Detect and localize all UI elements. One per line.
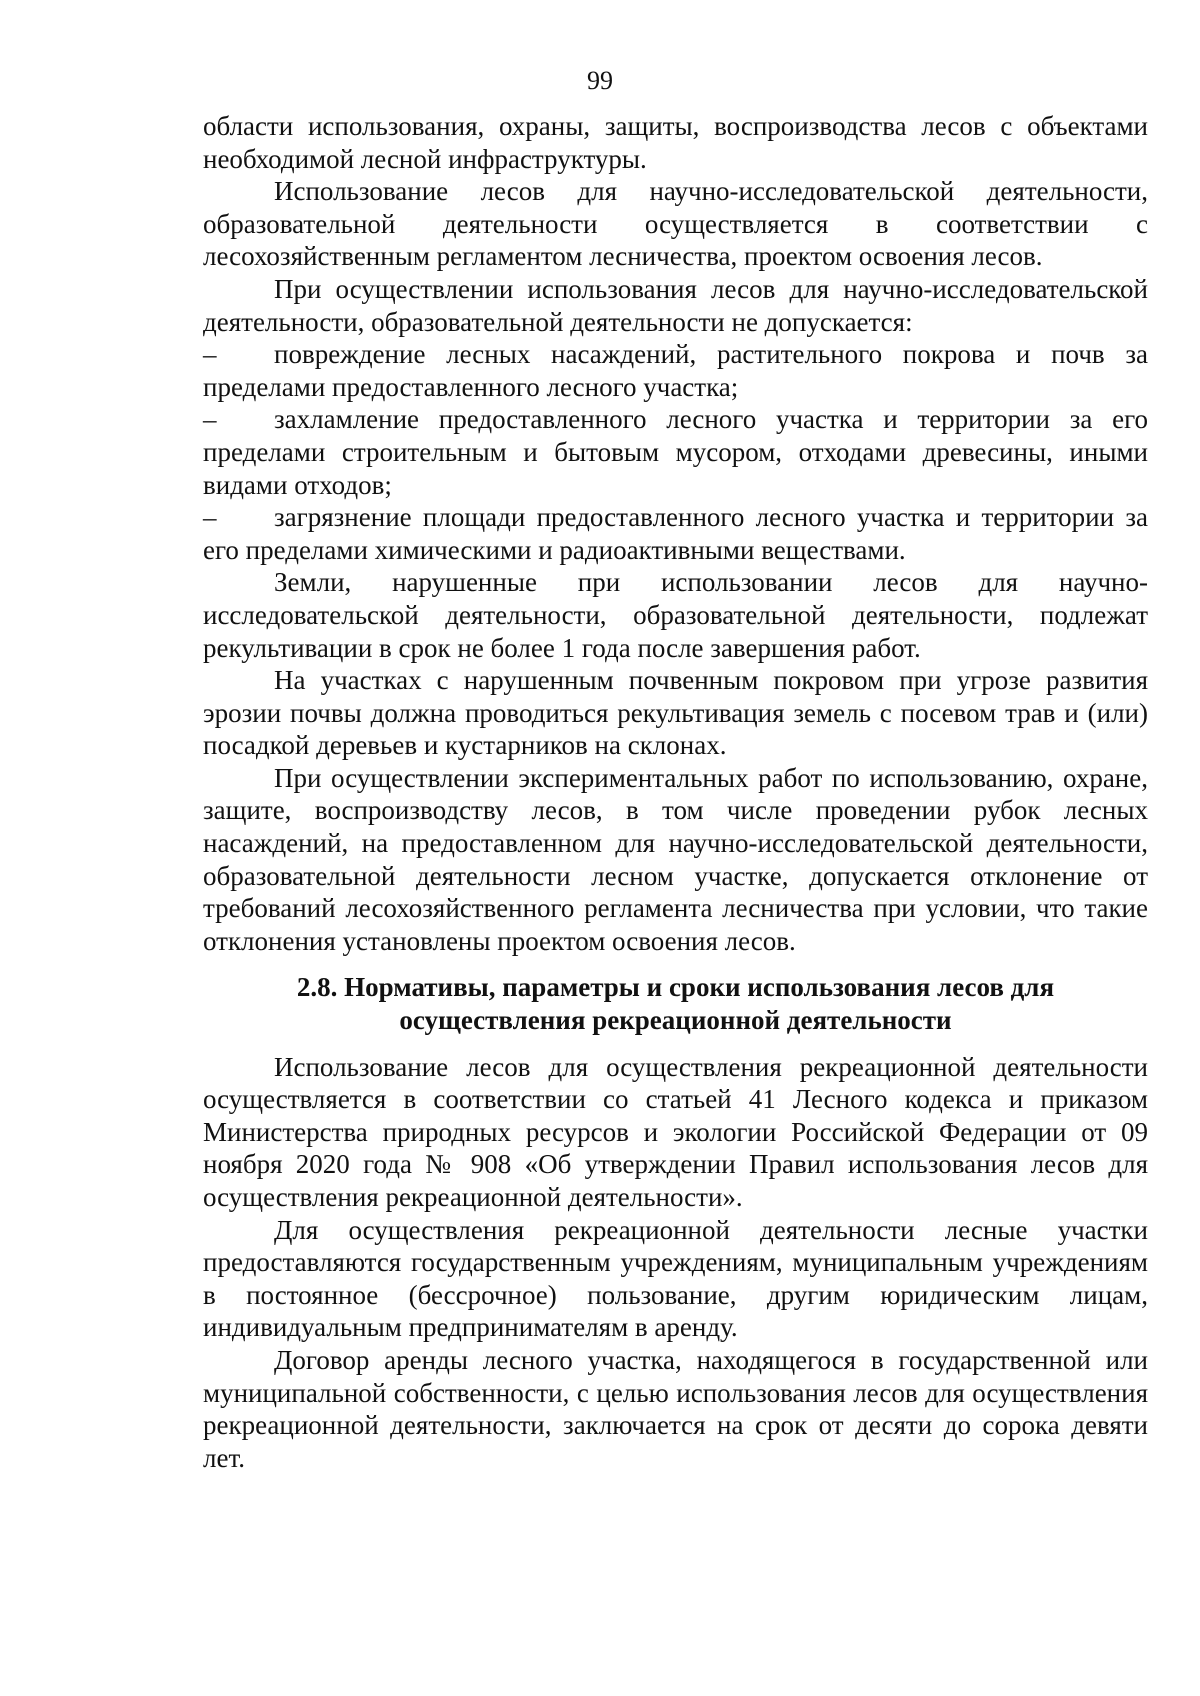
section-heading-line: осуществления рекреационной деятельности — [399, 1005, 952, 1036]
paragraph: Земли, нарушенные при использовании лесов для научно-исследовательской деятельности, образовательной деятельности, подлежат рекультивации в срок не более 1 года после завершения работ. — [203, 567, 1148, 663]
paragraph: На участках с нарушенным почвенным покровом при угрозе развития эрозии почвы должна проводиться рекультивация земель с посевом трав и (или) посадкой деревьев и кустарников на склонах. — [203, 665, 1148, 761]
list-item — [203, 403, 1148, 501]
section-heading-line: 2.8. Нормативы, параметры и сроки использования лесов для — [296, 972, 1055, 1003]
paragraph: области использования, охраны, защиты, воспроизводства лесов с объектами необходимой лесной инфраструктуры. — [203, 111, 1148, 174]
document-body — [203, 110, 1148, 1474]
paragraph: Договор аренды лесного участка, находящегося в государственной или муниципальной собственности, с целью использования лесов для осуществления рекреационной деятельности, заключается на срок от десяти до сорока девяти лет. — [203, 1344, 1148, 1473]
page-number: 99 — [587, 66, 613, 95]
list-marker: – — [203, 404, 217, 435]
list-item — [203, 338, 1148, 403]
list-marker: – — [203, 339, 217, 370]
paragraph: Использование лесов для осуществления рекреационной деятельности осуществляется в соответствии со статьей 41 Лесного кодекса и приказом Министерства природных ресурсов и экологии Российской Федерации от 09 ноября 2020 года № 908 «Об утверждении Правил использования лесов для осуществления рекреационной деятельности». — [203, 1051, 1148, 1212]
paragraph: Использование лесов для научно-исследовательской деятельности, образовательной деятельности осуществляется в соответствии с лесохозяйственным регламентом лесничества, проектом освоения лесов. — [203, 176, 1148, 272]
list-item-text: загрязнение площади предоставленного лесного участка и территории за его пределами химическими и радиоактивными веществами. — [203, 502, 1148, 565]
paragraph: При осуществлении экспериментальных работ по использованию, охране, защите, воспроизводству лесов, в том числе проведении рубок лесных насаждений, на предоставленном для научно-исследовательской деятельности, образовательной деятельности лесном участке, допускается отклонение от требований лесохозяйственного регламента лесничества при условии, что такие отклонения установлены проектом освоения лесов. — [203, 762, 1148, 956]
list-marker: – — [203, 502, 217, 533]
list-item-text: повреждение лесных насаждений, растительного покрова и почв за пределами предоставленного лесного участка; — [203, 339, 1148, 402]
section-heading — [203, 971, 1148, 1036]
list-item — [203, 501, 1148, 566]
paragraph: Для осуществления рекреационной деятельности лесные участки предоставляются государственным учреждениям, муниципальным учреждениям в постоянное (бессрочное) пользование, другим юридическим лицам, индивидуальным предпринимателям в аренду. — [203, 1214, 1148, 1343]
list-item-text: захламление предоставленного лесного участка и территории за его пределами строительным и бытовым мусором, отходами древесины, иными видами отходов; — [203, 404, 1148, 500]
paragraph: При осуществлении использования лесов для научно-исследовательской деятельности, образовательной деятельности не допускается: — [203, 273, 1148, 337]
